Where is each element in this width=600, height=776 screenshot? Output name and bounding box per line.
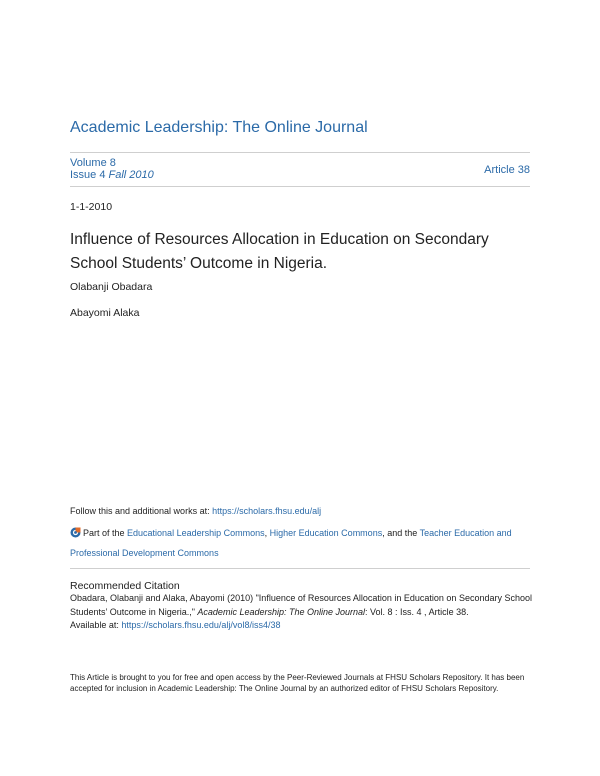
follow-line [70,504,321,518]
citation-body: Obadara, Olabanji and Alaka, Abayomi (2010) "Influence of Resources Allocation in Education on Secondary School Students’ Outcome in Nigeria.," [70,593,532,617]
part-of-separator-2: , and the [382,528,420,538]
follow-prefix: Follow this and additional works at: [70,506,213,516]
issue-line[interactable] [70,169,154,181]
header-divider-bottom [70,186,530,187]
article-number-link[interactable]: Article 38 [484,164,530,176]
teacher-education-commons-link[interactable]: Teacher Education and Professional Development Commons [70,528,512,558]
publication-date: 1-1-2010 [70,201,113,213]
higher-education-commons-link[interactable]: Higher Education Commons [269,528,383,538]
paper-title: Influence of Resources Allocation in Education on Secondary School Students’ Outcome in Nigeria. [70,231,489,272]
citation-volume: : Vol. 8 : Iss. 4 , Article 38. [365,606,469,617]
part-of-separator-1: , [264,528,270,538]
available-prefix: Available at: [70,620,122,630]
part-of-line [70,523,540,563]
header-divider-top [70,152,530,153]
citation-divider [70,568,530,569]
available-url-link[interactable]: https://scholars.fhsu.edu/alj/vol8/iss4/38 [121,620,281,630]
citation-heading: Recommended Citation [70,580,180,592]
volume-link[interactable]: Volume 8 [70,157,116,169]
volume-issue-block [70,157,154,181]
citation-journal: Academic Leadership: The Online Journal [197,606,366,617]
issue-season[interactable]: Fall 2010 [108,169,154,181]
educational-leadership-commons-link[interactable]: Educational Leadership Commons [127,528,265,538]
author-2: Abayomi Alaka [70,307,140,319]
citation-text [70,592,540,633]
journal-title[interactable]: Academic Leadership: The Online Journal [70,119,368,136]
author-1: Olabanji Obadara [70,281,153,293]
follow-url-link[interactable]: https://scholars.fhsu.edu/alj [212,506,322,516]
network-commons-icon [70,525,81,536]
repository-footer: This Article is brought to you for free and open access by the Peer-Reviewed Journals at FHSU Scholars Repository. It has been accepted for inclusion in Academic Leadership: The Online Journal by an authorized editor of FHSU Scholars Repository. [70,673,525,693]
issue-link[interactable]: Issue 4 [70,169,106,181]
part-of-prefix: Part of the [83,528,128,538]
